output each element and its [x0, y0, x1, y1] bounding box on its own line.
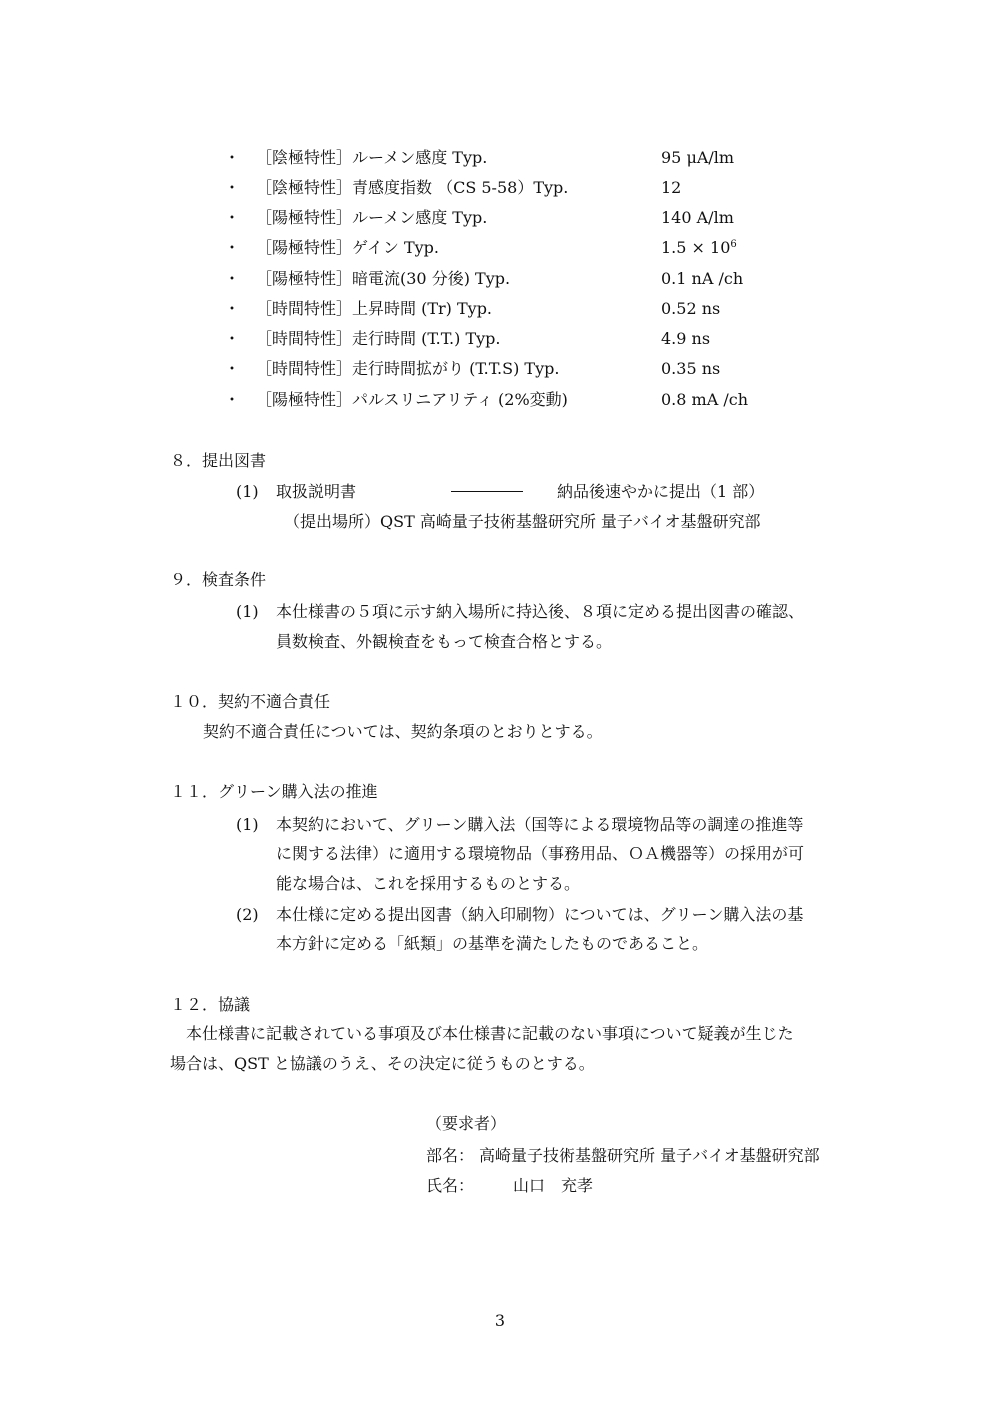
- submission-note: 納品後速やかに提出（1 部）: [557, 482, 765, 501]
- requester-heading: （要求者）: [426, 1114, 507, 1133]
- spec-label: ［時間特性］走行時間拡がり (T.T.S) Typ.: [256, 359, 560, 378]
- gain-base: 1.5 × 10: [661, 238, 731, 257]
- gain-exponent: 6: [730, 239, 737, 250]
- section-title: ８．提出図書: [170, 451, 267, 470]
- section-title: １１．グリーン購入法の推進: [170, 782, 378, 801]
- section-body: 本仕様書に記載されている事項及び本仕様書に記載のない事項について疑義が生じた: [186, 1024, 794, 1043]
- spec-label: ［時間特性］上昇時間 (Tr) Typ.: [256, 299, 493, 318]
- bullet: ・: [224, 148, 241, 167]
- spec-label: ［陰極特性］青感度指数 （CS 5-58）Typ.: [256, 178, 569, 197]
- section-title: ９．検査条件: [170, 570, 267, 589]
- item-number: (1): [236, 602, 259, 621]
- dept-value: 高崎量子技術基盤研究所 量子バイオ基盤研究部: [479, 1146, 820, 1165]
- spec-value: 0.52 ns: [661, 299, 721, 318]
- bullet: ・: [224, 178, 241, 197]
- item-text: 本仕様に定める提出図書（納入印刷物）については、グリーン購入法の基: [276, 905, 804, 924]
- submission-place: （提出場所）QST 高崎量子技術基盤研究所 量子バイオ基盤研究部: [284, 512, 761, 531]
- spec-value: 0.1 nA /ch: [661, 269, 744, 288]
- spec-label: ［陰極特性］ルーメン感度 Typ.: [256, 148, 488, 167]
- bullet: ・: [224, 390, 241, 409]
- separator-dash: [451, 491, 523, 492]
- bullet: ・: [224, 299, 241, 318]
- spec-label: ［陽極特性］暗電流(30 分後) Typ.: [256, 269, 511, 288]
- spec-value: [661, 238, 737, 258]
- spec-value: 12: [661, 178, 682, 197]
- item-text: 員数検査、外観検査をもって検査合格とする。: [276, 632, 613, 651]
- document-name: 取扱説明書: [276, 482, 357, 501]
- bullet: ・: [224, 359, 241, 378]
- section-title: １２．協議: [170, 995, 251, 1014]
- bullet: ・: [224, 238, 241, 257]
- section-body: 契約不適合責任については、契約条項のとおりとする。: [203, 722, 603, 741]
- spec-value: 0.35 ns: [661, 359, 721, 378]
- item-text: 本契約において、グリーン購入法（国等による環境物品等の調達の推進等: [276, 815, 804, 834]
- name-label: 氏名：: [426, 1176, 475, 1195]
- spec-value: 95 μA/lm: [661, 148, 735, 167]
- dept-label: 部名：: [426, 1146, 475, 1165]
- spec-label: ［時間特性］走行時間 (T.T.) Typ.: [256, 329, 501, 348]
- item-text: 本仕様書の５項に示す納入場所に持込後、８項に定める提出図書の確認、: [276, 602, 805, 621]
- bullet: ・: [224, 329, 241, 348]
- item-text: 能な場合は、これを採用するものとする。: [276, 874, 581, 893]
- item-text: 本方針に定める「紙類」の基準を満たしたものであること。: [276, 934, 709, 953]
- section-title: １０．契約不適合責任: [170, 692, 331, 711]
- name-value: 山口 充孝: [513, 1176, 594, 1195]
- item-text: に関する法律）に適用する環境物品（事務用品、ＯＡ機器等）の採用が可: [276, 844, 805, 863]
- spec-value: 140 A/lm: [661, 208, 734, 227]
- spec-label: ［陽極特性］ルーメン感度 Typ.: [256, 208, 488, 227]
- spec-label: ［陽極特性］パルスリニアリティ (2%変動): [256, 390, 568, 409]
- section-body: 場合は、QST と協議のうえ、その決定に従うものとする。: [170, 1054, 595, 1073]
- spec-value: 4.9 ns: [661, 329, 711, 348]
- spec-value: 0.8 mA /ch: [661, 390, 748, 409]
- spec-label: ［陽極特性］ゲイン Typ.: [256, 238, 440, 257]
- bullet: ・: [224, 269, 241, 288]
- bullet: ・: [224, 208, 241, 227]
- item-number: (1): [236, 482, 259, 501]
- page-number: 3: [494, 1311, 506, 1330]
- item-number: (2): [236, 905, 259, 924]
- item-number: (1): [236, 815, 259, 834]
